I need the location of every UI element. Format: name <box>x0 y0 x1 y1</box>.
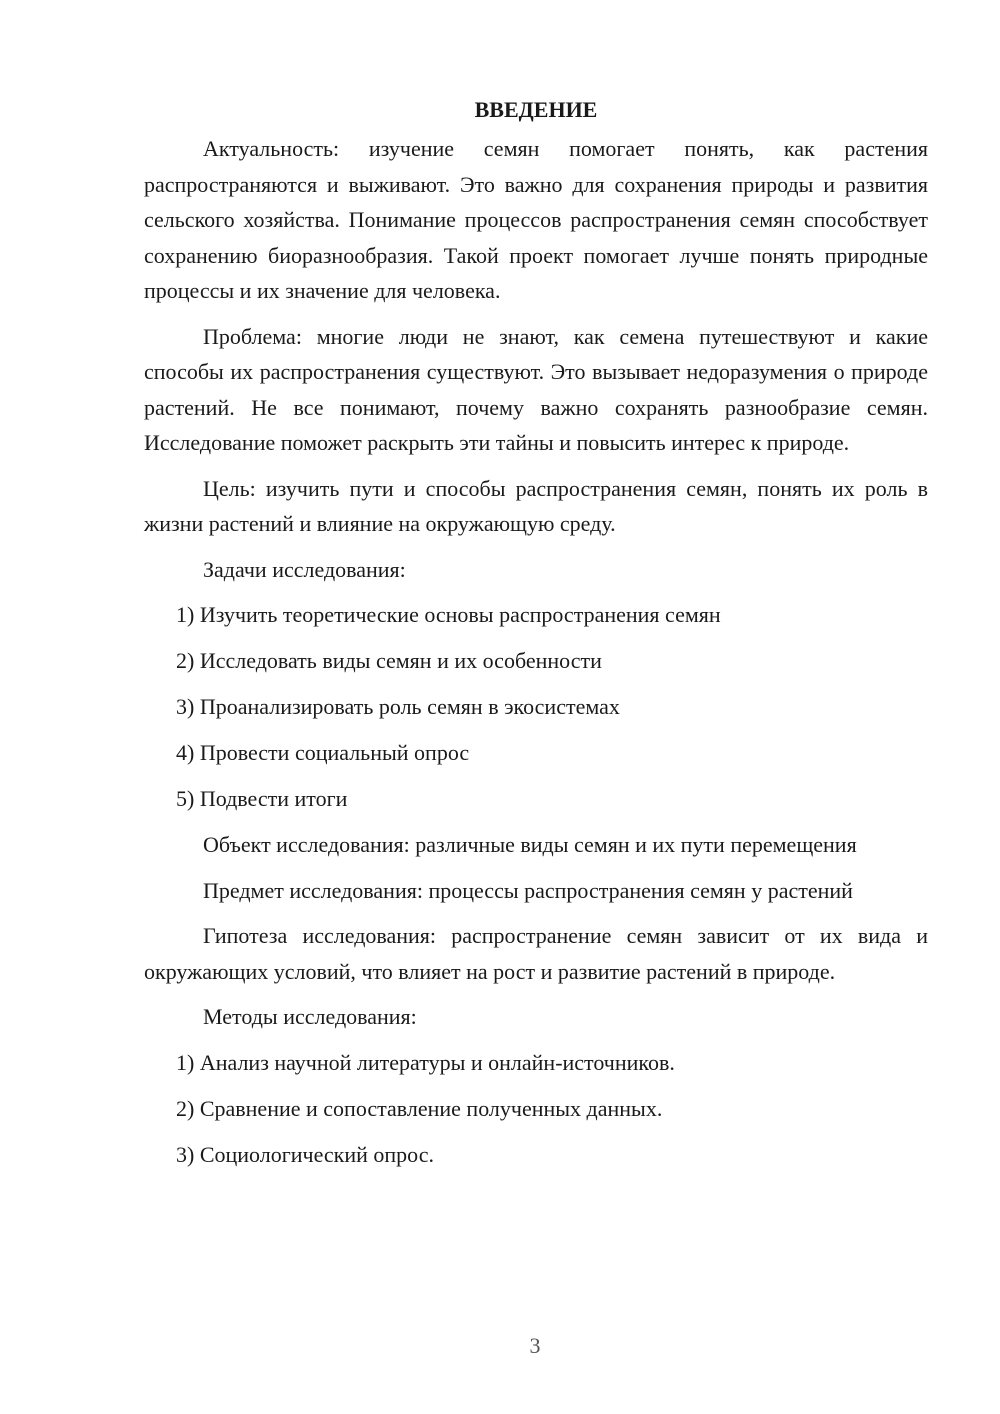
list-item: 3) Социологический опрос. <box>176 1141 434 1167</box>
list-item: 1) Анализ научной литературы и онлайн-источников. <box>176 1049 675 1075</box>
page-number: 3 <box>529 1333 541 1358</box>
list-item: 3) Проанализировать роль семян в экосистемах <box>176 694 620 719</box>
tasks-list <box>144 597 928 817</box>
list-item: 4) Провести социальный опрос <box>176 740 470 765</box>
list-item: 1) Изучить теоретические основы распространения семян <box>176 602 721 627</box>
list-item: 2) Сравнение и сопоставление полученных данных. <box>176 1095 663 1121</box>
list-item: 2) Исследовать виды семян и их особенности <box>176 648 602 673</box>
goal-paragraph: Цель: изучить пути и способы распространения семян, понять их роль в жизни растений и влияние на окружающую среду. <box>144 475 928 536</box>
relevance-paragraph: Актуальность: изучение семян помогает понять, как растения распространяются и выживают. Это важно для сохранения природы и развития сельского хозяйства. Понимание процессов распространения семян способствует сохранению биоразнообразия. Такой проект помогает лучше понять природные процессы и их значение для человека. <box>144 136 928 303</box>
page-title: ВВЕДЕНИЕ <box>474 97 598 122</box>
methods-list <box>144 1045 928 1173</box>
methods-heading: Методы исследования: <box>203 1004 417 1029</box>
subject-paragraph: Предмет исследования: процессы распространения семян у растений <box>203 877 853 903</box>
hypothesis-paragraph: Гипотеза исследования: распространение семян зависит от их вида и окружающих условий, что влияет на рост и развитие растений в природе. <box>144 923 928 984</box>
list-item: 5) Подвести итоги <box>176 786 348 811</box>
problem-paragraph: Проблема: многие люди не знают, как семена путешествуют и какие способы их распространения существуют. Это вызывает недоразумения о природе растений. Не все понимают, почему важно сохранять разнообразие семян. Исследование поможет раскрыть эти тайны и повысить интерес к природе. <box>144 323 928 455</box>
tasks-heading: Задачи исследования: <box>203 556 406 582</box>
object-paragraph: Объект исследования: различные виды семян и их пути перемещения <box>203 832 857 857</box>
document-page <box>144 92 928 1172</box>
